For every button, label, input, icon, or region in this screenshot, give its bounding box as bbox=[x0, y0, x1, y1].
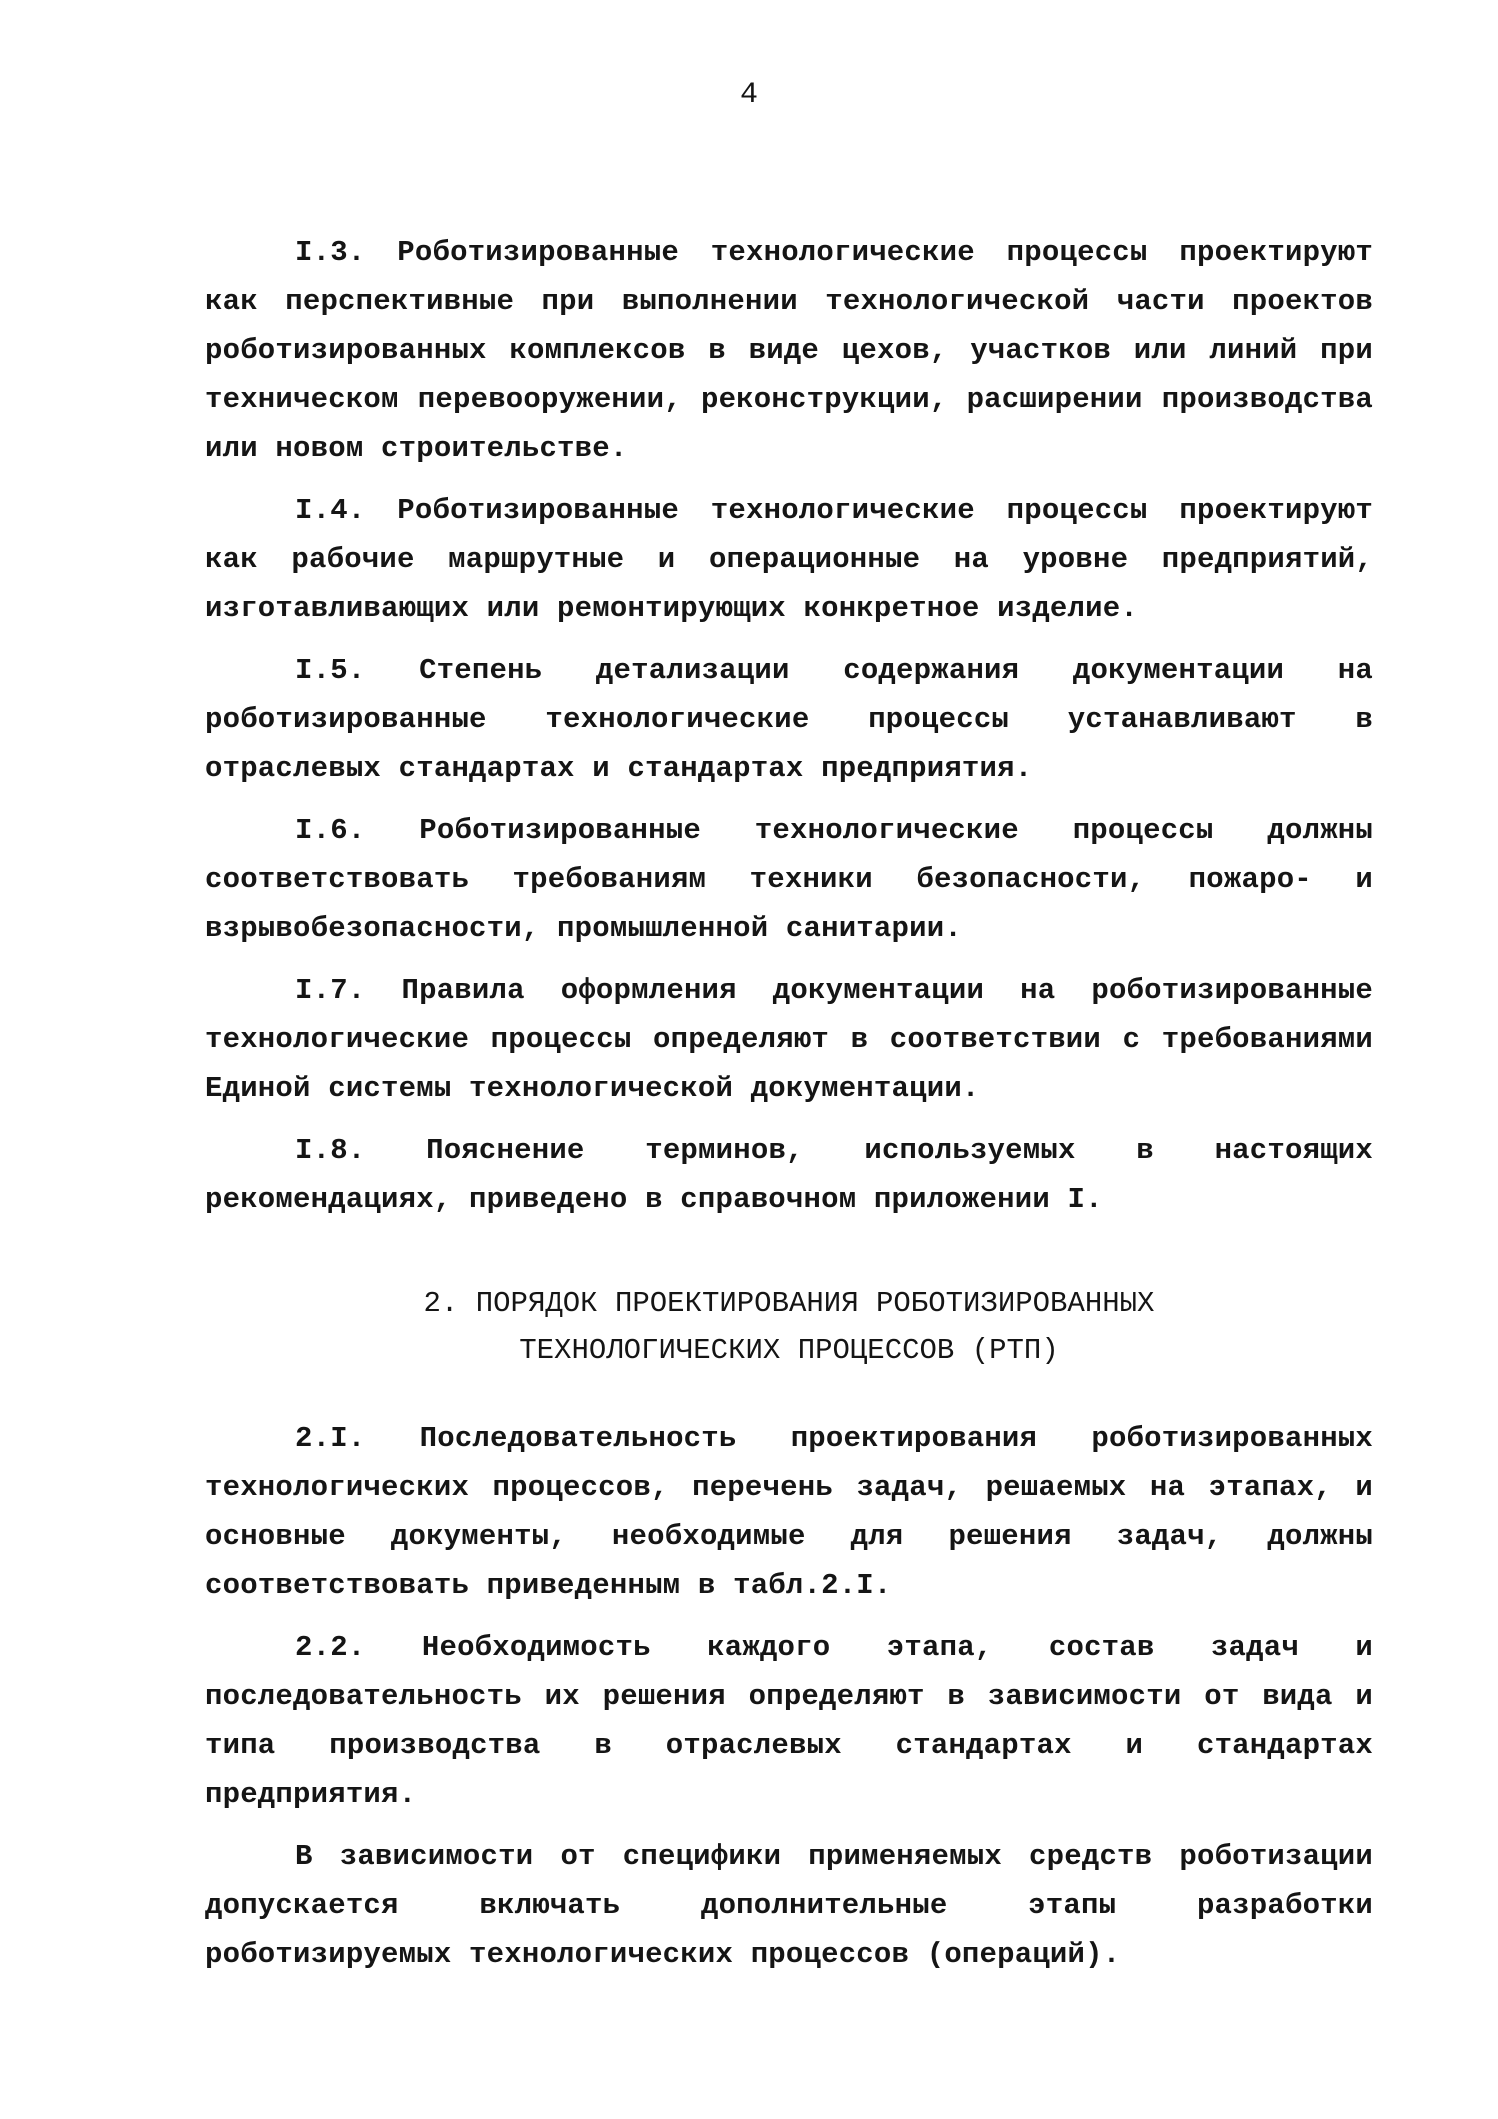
section-2-heading bbox=[205, 1280, 1373, 1374]
paragraph-2-2: 2.2. Необходимость каждого этапа, состав задач и последовательность их решения определяют в зависимости от вида и типа производства в отраслевых стандартах и стандартах предприятия. bbox=[205, 1631, 1373, 1811]
paragraph-1-7: I.7. Правила оформления документации на роботизированные технологические процессы определяют в соответствии с требованиями Единой системы технологической документации. bbox=[205, 974, 1373, 1105]
document-body bbox=[205, 228, 1373, 1992]
paragraph-1-5: I.5. Степень детализации содержания документации на роботизированные технологические процессы устанавливают в отраслевых стандартах и стандартах предприятия. bbox=[205, 654, 1373, 785]
section-2-heading-line-2: ТЕХНОЛОГИЧЕСКИХ ПРОЦЕССОВ (РТП) bbox=[519, 1334, 1059, 1367]
paragraph-1-4: I.4. Роботизированные технологические процессы проектируют как рабочие маршрутные и операционные на уровне предприятий, изготавливающих или ремонтирующих конкретное изделие. bbox=[205, 494, 1373, 625]
section-2-heading-line-1: 2. ПОРЯДОК ПРОЕКТИРОВАНИЯ РОБОТИЗИРОВАННЫХ bbox=[423, 1287, 1155, 1320]
page-number: 4 bbox=[739, 78, 758, 112]
paragraph-2-1: 2.I. Последовательность проектирования роботизированных технологических процессов, перечень задач, решаемых на этапах, и основные документы, необходимые для решения задач, должны соответствовать приведенным в табл.2.I. bbox=[205, 1422, 1373, 1602]
paragraph-1-6: I.6. Роботизированные технологические процессы должны соответствовать требованиям техники безопасности, пожаро- и взрывобезопасности, промышленной санитарии. bbox=[205, 814, 1373, 945]
paragraph-2-2-continued: В зависимости от специфики применяемых средств роботизации допускается включать дополнительные этапы разработки роботизируемых технологических процессов (операций). bbox=[205, 1840, 1373, 1971]
paragraph-1-3: I.3. Роботизированные технологические процессы проектируют как перспективные при выполнении технологической части проектов роботизированных комплексов в виде цехов, участков или линий при техническом перевооружении, реконструкции, расширении производства или новом строительстве. bbox=[205, 236, 1373, 465]
paragraph-1-8: I.8. Пояснение терминов, используемых в настоящих рекомендациях, приведено в справочном приложении I. bbox=[205, 1134, 1373, 1216]
